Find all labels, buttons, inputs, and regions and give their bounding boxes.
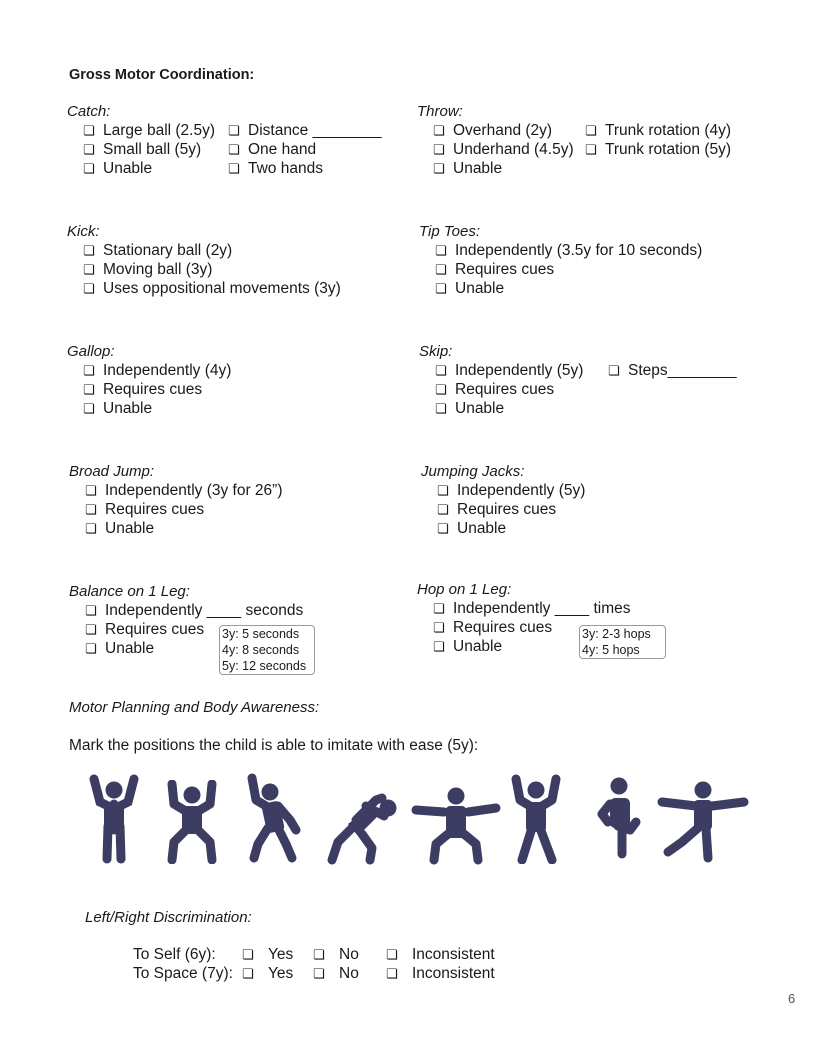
- checkbox-icon[interactable]: ❏: [85, 521, 97, 537]
- catch-option-two-hands[interactable]: ❏ Two hands: [228, 160, 323, 178]
- option-yes[interactable]: ❏ Yes: [242, 946, 294, 963]
- checkbox-icon[interactable]: ❏: [313, 947, 325, 962]
- broad-jump-title: Broad Jump:: [69, 463, 155, 480]
- catch-title: Catch:: [67, 103, 111, 120]
- left-right-row-label: To Self (6y):: [133, 946, 216, 963]
- motor-planning-instruction: Mark the positions the child is able to imitate with ease (5y):: [69, 737, 479, 754]
- checkbox-icon[interactable]: ❏: [433, 161, 445, 177]
- checkbox-icon[interactable]: ❏: [435, 401, 447, 417]
- checkbox-icon[interactable]: ❏: [437, 483, 449, 498]
- broad-jump-option-unable[interactable]: ❏ Unable: [85, 520, 155, 538]
- checkbox-icon[interactable]: ❏: [433, 620, 445, 636]
- squat-arms-up-figure-icon[interactable]: [164, 780, 220, 864]
- checkbox-icon[interactable]: ❏: [85, 622, 97, 638]
- throw-options-col1: [433, 121, 574, 179]
- option-no[interactable]: ❏ No: [313, 965, 359, 982]
- checkbox-icon[interactable]: ❏: [585, 123, 597, 138]
- skip-steps-label: Steps________: [628, 362, 737, 379]
- skip-steps-option[interactable]: [608, 361, 737, 380]
- throw-options-col2: [585, 121, 731, 159]
- tip-toes-option-unable[interactable]: ❏ Unable: [435, 280, 505, 298]
- horse-stance-arms-out-figure-icon[interactable]: [410, 786, 502, 866]
- balance-option-cues[interactable]: ❏ Requires cues: [85, 621, 205, 639]
- one-leg-stand-figure-icon[interactable]: [594, 774, 644, 860]
- broad-jump-option-cues[interactable]: ❏ Requires cues: [85, 501, 205, 519]
- airplane-balance-figure-icon[interactable]: [656, 780, 750, 864]
- checkbox-icon[interactable]: ❏: [435, 243, 447, 258]
- catch-options-col2: [228, 121, 382, 179]
- checkbox-icon[interactable]: ❏: [83, 262, 95, 278]
- checkbox-icon[interactable]: ❏: [83, 243, 95, 258]
- checkbox-icon[interactable]: ❏: [433, 639, 445, 655]
- checkbox-icon[interactable]: ❏: [242, 947, 254, 962]
- jumping-jacks-option-unable[interactable]: ❏ Unable: [437, 520, 507, 538]
- option-no[interactable]: ❏ No: [313, 946, 359, 963]
- skip-option-unable[interactable]: ❏ Unable: [435, 400, 505, 418]
- broad-jump-options: [85, 481, 283, 539]
- checkbox-icon[interactable]: ❏: [435, 382, 447, 398]
- checkbox-icon[interactable]: ❏: [83, 363, 95, 378]
- checkbox-icon[interactable]: ❏: [313, 966, 325, 981]
- kick-options: [83, 241, 341, 299]
- kick-option-oppositional[interactable]: ❏ Uses oppositional movements (3y): [83, 280, 341, 298]
- checkbox-icon[interactable]: ❏: [85, 483, 97, 498]
- tip-toes-option-independently[interactable]: ❏ Independently (3.5y for 10 seconds): [435, 242, 703, 259]
- checkbox-icon[interactable]: ❏: [437, 502, 449, 518]
- throw-title: Throw:: [417, 103, 463, 120]
- checkbox-icon[interactable]: ❏: [83, 281, 95, 297]
- checkbox-icon[interactable]: ❏: [83, 142, 95, 158]
- jumping-jacks-options: [437, 481, 585, 539]
- throw-option-unable[interactable]: ❏ Unable: [433, 160, 503, 178]
- checkbox-icon[interactable]: ❏: [83, 123, 95, 138]
- tip-toes-option-cues[interactable]: ❏ Requires cues: [435, 261, 555, 279]
- skip-options: [435, 361, 583, 419]
- balance-option-unable[interactable]: ❏ Unable: [85, 640, 155, 658]
- skip-title: Skip:: [419, 343, 453, 360]
- kick-option-moving[interactable]: ❏ Moving ball (3y): [83, 261, 213, 279]
- hop-option-independently[interactable]: ❏ Independently ____ times: [433, 600, 631, 617]
- checkbox-icon[interactable]: ❏: [386, 947, 398, 962]
- checkbox-icon[interactable]: ❏: [608, 363, 620, 378]
- checkbox-icon[interactable]: ❏: [433, 123, 445, 138]
- checkbox-icon[interactable]: ❏: [433, 601, 445, 616]
- throw-option-overhand[interactable]: ❏ Overhand (2y): [433, 122, 553, 139]
- option-yes[interactable]: ❏ Yes: [242, 965, 294, 982]
- balance-option-independently[interactable]: ❏ Independently ____ seconds: [85, 602, 304, 619]
- broad-jump-option-independently[interactable]: ❏ Independently (3y for 26”): [85, 482, 283, 499]
- jumping-jacks-option-cues[interactable]: ❏ Requires cues: [437, 501, 557, 519]
- left-right-row-label: To Space (7y):: [133, 965, 233, 982]
- checkbox-icon[interactable]: ❏: [435, 262, 447, 278]
- gallop-option-independently[interactable]: ❏ Independently (4y): [83, 362, 232, 379]
- page-heading: Gross Motor Coordination:: [69, 67, 255, 83]
- checkbox-icon[interactable]: ❏: [433, 142, 445, 158]
- balance-norms-note: 3y: 5 seconds 4y: 8 seconds 5y: 12 seconds: [219, 625, 315, 675]
- throw-option-trunk-rotation-5y[interactable]: ❏ Trunk rotation (5y): [585, 141, 732, 159]
- gallop-option-unable[interactable]: ❏ Unable: [83, 400, 153, 418]
- kick-option-stationary[interactable]: ❏ Stationary ball (2y): [83, 242, 233, 259]
- gallop-title: Gallop:: [67, 343, 115, 360]
- left-right-title: Left/Right Discrimination:: [85, 909, 252, 926]
- jumping-jacks-title: Jumping Jacks:: [421, 463, 525, 480]
- checkbox-icon[interactable]: ❏: [85, 641, 97, 657]
- skip-option-cues[interactable]: ❏ Requires cues: [435, 381, 555, 399]
- tip-toes-options: [435, 241, 702, 299]
- motor-planning-title: Motor Planning and Body Awareness:: [69, 699, 320, 716]
- gallop-option-cues[interactable]: ❏ Requires cues: [83, 381, 203, 399]
- option-inconsistent[interactable]: ❏ Inconsistent: [386, 946, 495, 963]
- jumping-jacks-option-independently[interactable]: ❏ Independently (5y): [437, 482, 586, 499]
- catch-options-col1: [83, 121, 215, 179]
- gallop-options: [83, 361, 231, 419]
- star-figure-icon[interactable]: [510, 774, 562, 864]
- checkbox-icon[interactable]: ❏: [435, 281, 447, 297]
- checkbox-icon[interactable]: ❏: [228, 142, 240, 158]
- forward-bend-figure-icon[interactable]: [326, 786, 402, 866]
- throw-option-trunk-rotation-4y[interactable]: ❏ Trunk rotation (4y): [585, 122, 732, 139]
- checkbox-icon[interactable]: ❏: [228, 123, 240, 138]
- checkbox-icon[interactable]: ❏: [228, 161, 240, 177]
- hop-title: Hop on 1 Leg:: [417, 581, 512, 598]
- checkbox-icon[interactable]: ❏: [85, 502, 97, 518]
- arms-up-figure-icon[interactable]: [88, 774, 140, 864]
- throw-option-underhand[interactable]: ❏ Underhand (4.5y): [433, 141, 574, 159]
- checkbox-icon[interactable]: ❏: [386, 966, 398, 981]
- catch-option-small-ball[interactable]: ❏ Small ball (5y): [83, 141, 202, 159]
- page-number: 6: [788, 991, 796, 1006]
- checkbox-icon[interactable]: ❏: [83, 382, 95, 398]
- checkbox-icon[interactable]: ❏: [83, 161, 95, 177]
- kick-title: Kick:: [67, 223, 100, 240]
- checkbox-icon[interactable]: ❏: [437, 521, 449, 537]
- hop-option-unable[interactable]: ❏ Unable: [433, 638, 503, 656]
- checkbox-icon[interactable]: ❏: [83, 401, 95, 417]
- option-inconsistent[interactable]: ❏ Inconsistent: [386, 965, 495, 982]
- skip-option-independently[interactable]: ❏ Independently (5y): [435, 362, 584, 379]
- side-bend-figure-icon[interactable]: [244, 772, 304, 864]
- hop-norms-note: 3y: 2-3 hops 4y: 5 hops: [579, 625, 666, 659]
- balance-title: Balance on 1 Leg:: [69, 583, 190, 600]
- catch-option-distance[interactable]: ❏ Distance ________: [228, 122, 382, 139]
- checkbox-icon[interactable]: ❏: [585, 142, 597, 158]
- catch-option-large-ball[interactable]: ❏ Large ball (2.5y): [83, 122, 216, 139]
- hop-option-cues[interactable]: ❏ Requires cues: [433, 619, 553, 637]
- tip-toes-title: Tip Toes:: [419, 223, 481, 240]
- checkbox-icon[interactable]: ❏: [435, 363, 447, 378]
- catch-option-unable[interactable]: ❏ Unable: [83, 160, 153, 178]
- catch-option-one-hand[interactable]: ❏ One hand: [228, 141, 317, 159]
- checkbox-icon[interactable]: ❏: [85, 603, 97, 618]
- checkbox-icon[interactable]: ❏: [242, 966, 254, 981]
